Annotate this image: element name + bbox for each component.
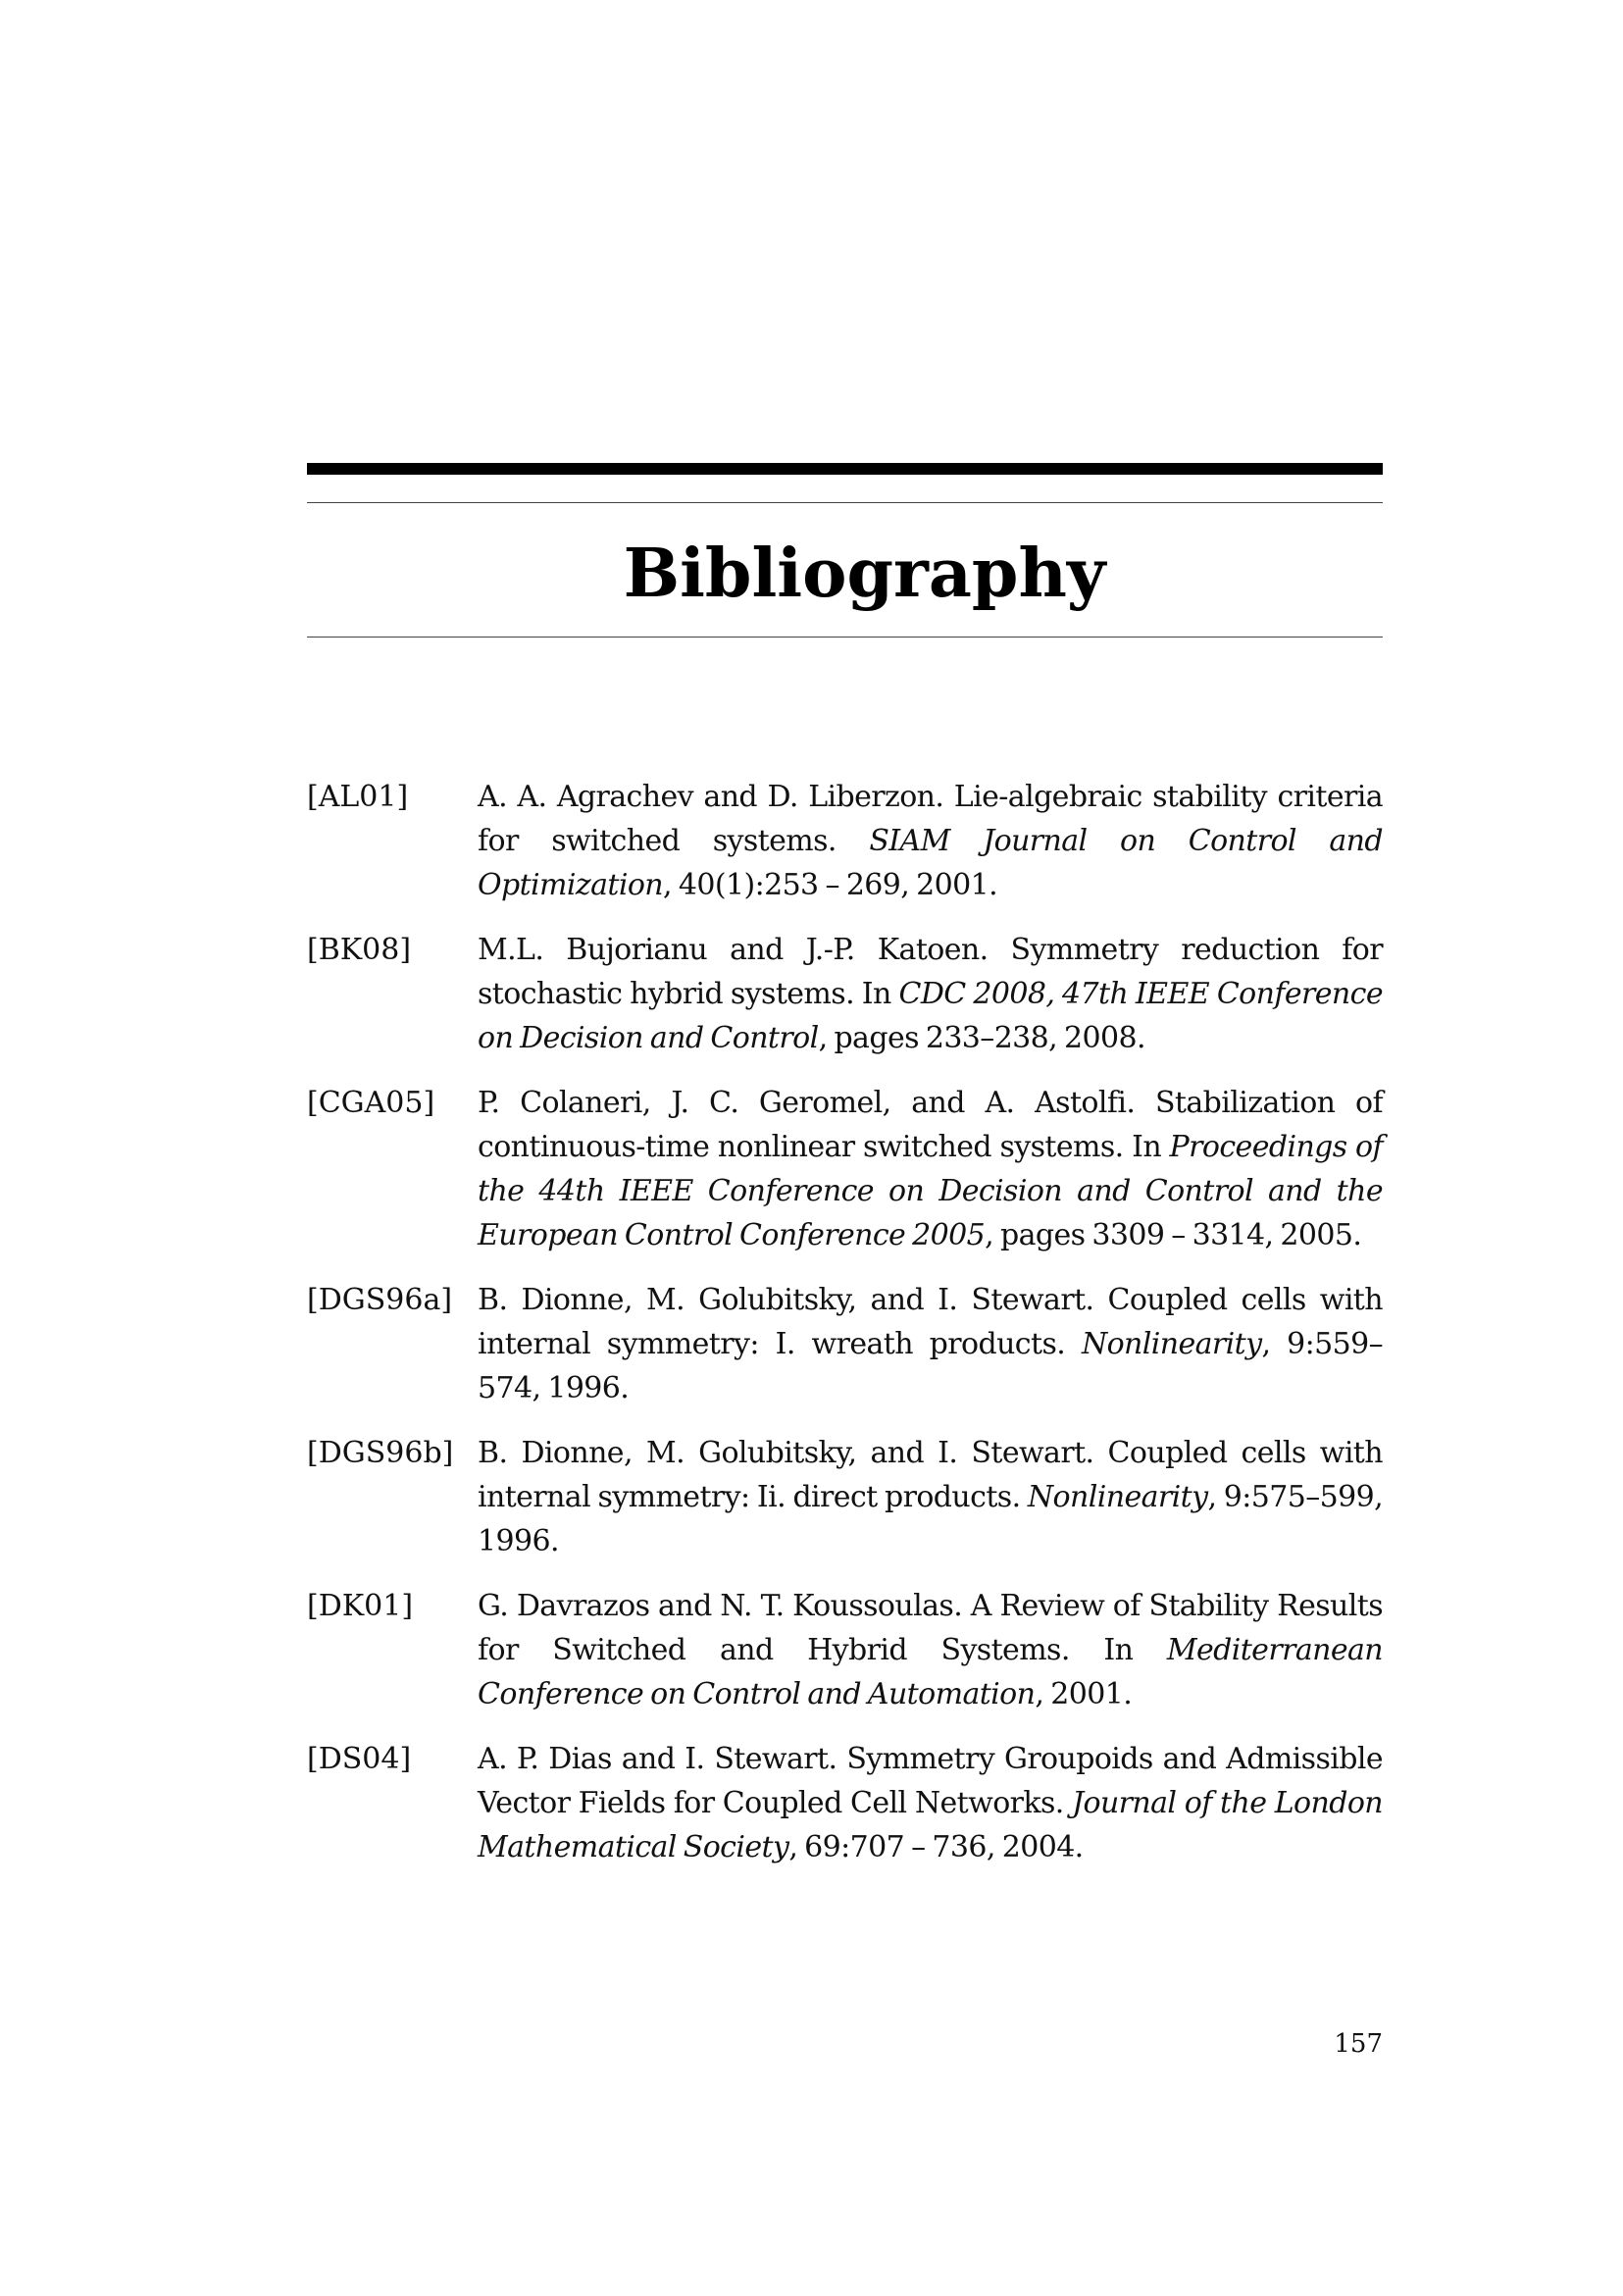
bib-entry-bk08 (307, 928, 1383, 1060)
bib-venue: Nonlinearity (1027, 1480, 1208, 1514)
bib-text (478, 775, 1383, 907)
chapter-rule-thin-bottom (307, 637, 1383, 638)
bib-key: [AL01] (307, 780, 409, 814)
bib-key: [DGS96a] (307, 1283, 453, 1317)
chapter-rule-thin-top (307, 502, 1383, 503)
bib-text (478, 1081, 1383, 1257)
chapter-title: Bibliography (623, 535, 1106, 613)
bib-details: , 2001. (1035, 1677, 1133, 1711)
bib-key: [BK08] (307, 933, 412, 967)
bib-entry-al01 (307, 775, 1383, 907)
bib-venue: Mediterranean Conference on Control and Automation (478, 1633, 1383, 1711)
bib-text (478, 1584, 1383, 1716)
bib-text (478, 1278, 1383, 1410)
bib-entry-ds04 (307, 1737, 1383, 1869)
bib-title: Coupled cells with internal symmetry: Ii. direct products. (478, 1436, 1383, 1514)
bib-entry-cga05 (307, 1081, 1383, 1257)
bib-key: [CGA05] (307, 1086, 435, 1120)
bib-title: Lie-algebraic stability criteria for switched systems. (478, 780, 1384, 858)
bib-venue: Journal of the London Mathematical Society (478, 1786, 1384, 1864)
bib-authors: M.L. Bujorianu and J.-P. Katoen. (478, 933, 989, 967)
bib-details: , pages 3309 – 3314, 2005. (985, 1218, 1362, 1252)
bib-details: , 9:559–574, 1996. (478, 1327, 1383, 1405)
bib-entry-dgs96b (307, 1431, 1383, 1563)
bib-title: Coupled cells with internal symmetry: I. wreath products. (478, 1283, 1383, 1361)
bib-entry-dk01 (307, 1584, 1383, 1716)
bib-key: [DK01] (307, 1589, 414, 1623)
bib-text (478, 1431, 1383, 1563)
chapter-rule-thick (307, 463, 1383, 475)
page-number: 157 (1334, 2029, 1383, 2059)
bib-text (478, 928, 1383, 1060)
bib-title: A Review of Stability Results for Switched and Hybrid Systems. In (478, 1589, 1384, 1667)
bib-title: Stabilization of continuous-time nonlinear switched systems. In (478, 1086, 1384, 1164)
bib-authors: A. A. Agrachev and D. Liberzon. (478, 780, 944, 814)
bib-details: , pages 233–238, 2008. (818, 1021, 1145, 1055)
bib-venue: Nonlinearity (1081, 1327, 1262, 1361)
bib-venue: CDC 2008, 47th IEEE Conference on Decision and Control (478, 977, 1383, 1055)
bib-authors: A. P. Dias and I. Stewart. (478, 1742, 837, 1776)
bib-text (478, 1737, 1383, 1869)
bib-authors: G. Davrazos and N. T. Koussoulas. (478, 1589, 963, 1623)
bibliography-list (307, 775, 1383, 1890)
bib-key: [DS04] (307, 1742, 412, 1776)
bib-details: , 9:575–599, 1996. (478, 1480, 1384, 1558)
bib-authors: B. Dionne, M. Golubitsky, and I. Stewart. (478, 1436, 1094, 1470)
bib-key: [DGS96b] (307, 1436, 454, 1470)
bib-authors: B. Dionne, M. Golubitsky, and I. Stewart. (478, 1283, 1094, 1317)
bib-venue: Proceedings of the 44th IEEE Conference on Decision and Control and the European Control Conference 2005 (478, 1130, 1384, 1252)
bib-details: , 40(1):253 – 269, 2001. (663, 868, 998, 902)
bib-title: Symmetry Groupoids and Admissible Vector Fields for Coupled Cell Networks. (478, 1742, 1383, 1820)
bib-details: , 69:707 – 736, 2004. (788, 1830, 1084, 1864)
bib-venue: SIAM Journal on Control and Optimization (478, 824, 1384, 902)
bib-title: Symmetry reduction for stochastic hybrid systems. In (478, 933, 1383, 1011)
bib-authors: P. Colaneri, J. C. Geromel, and A. Astolfi. (478, 1086, 1136, 1120)
bib-entry-dgs96a (307, 1278, 1383, 1410)
